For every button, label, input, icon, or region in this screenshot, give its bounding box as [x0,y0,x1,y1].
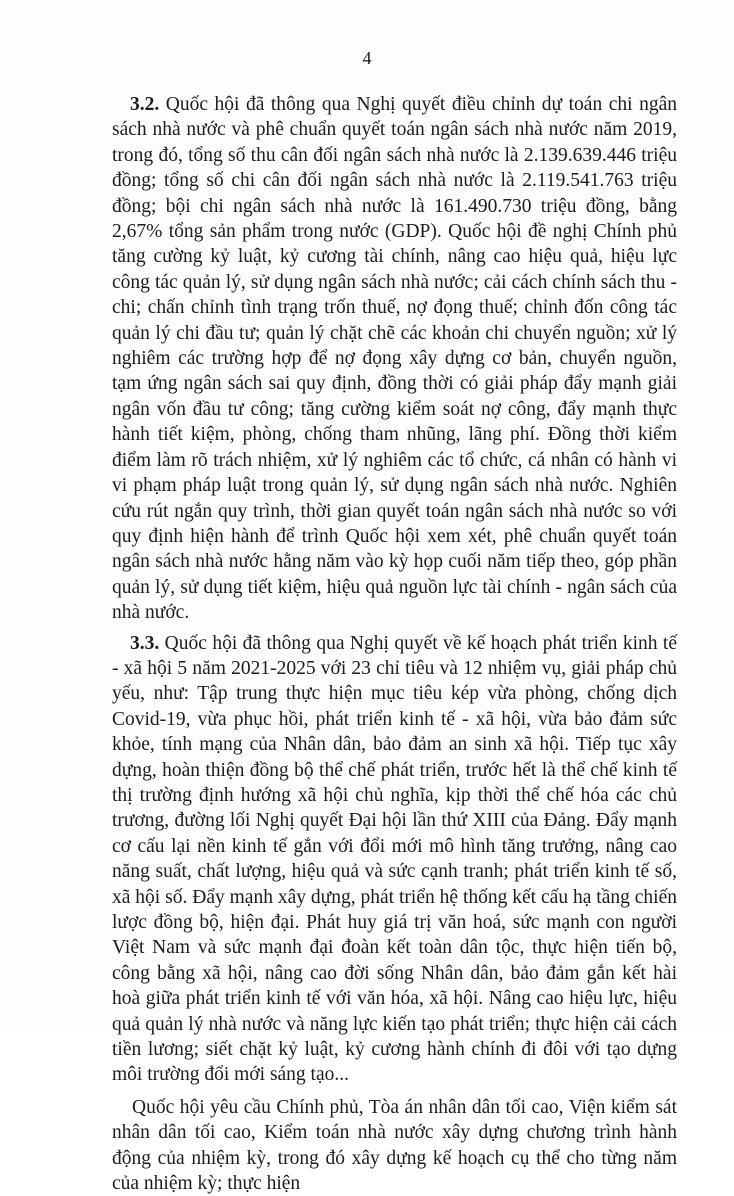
section-number: 3.3. [130,632,160,654]
page-number: 4 [362,48,372,68]
paragraph-text: Quốc hội đã thông qua Nghị quyết điều chỉnh dự toán chi ngân sách nhà nước và phê chuẩn quyết toán ngân sách nhà nước năm 2019, trong đó, tổng số thu cân đối ngân sách nhà nước là 2.139.639.446 triệu đồng; tổng số chi cân đối ngân sách nhà nước là 2.119.541.763 triệu đồng; bội chi ngân sách nhà nước là 161.490.730 triệu đồng, bằng 2,67% tổng sản phẩm trong nước (GDP). Quốc hội đề nghị Chính phủ tăng cường kỷ luật, kỷ cương tài chính, nâng cao hiệu quả, hiệu lực công tác quản lý, sử dụng ngân sách nhà nước; cải cách chính sách thu - chi; chấn chỉnh tình trạng trốn thuế, nợ đọng thuế; chỉnh đốn công tác quản lý chi đầu tư; quản lý chặt chẽ các khoản chi chuyển nguồn; xử lý nghiêm các trường hợp để nợ đọng xây dựng cơ bản, chuyển nguồn, tạm ứng ngân sách sai quy định, đồng thời có giải pháp đẩy mạnh giải ngân vốn đầu tư công; tăng cường kiểm soát nợ công, đẩy mạnh thực hành tiết kiệm, phòng, chống tham nhũng, lãng phí. Đồng thời kiểm điểm làm rõ trách nhiệm, xử lý nghiêm các tổ chức, cá nhân có hành vi vi phạm pháp luật trong quản lý, sử dụng ngân sách nhà nước. Nghiên cứu rút ngắn quy trình, thời gian quyết toán ngân sách nhà nước so với quy định hiện hành để trình Quốc hội xem xét, phê chuẩn quyết toán ngân sách nhà nước hằng năm vào kỳ họp cuối năm tiếp theo, góp phần quản lý, sử dụng tiết kiệm, hiệu quả nguồn lực tài chính - ngân sách của nhà nước. [112,94,677,624]
paragraph-requirement [112,1095,677,1196]
document-body [112,92,677,1196]
paragraph-3-2 [112,92,677,626]
paragraph-text: Quốc hội đã thông qua Nghị quyết về kế hoạch phát triển kinh tế - xã hội 5 năm 2021-2025 với 23 chỉ tiêu và 12 nhiệm vụ, giải pháp chủ yếu, như: Tập trung thực hiện mục tiêu kép vừa phòng, chống dịch Covid-19, vừa phục hồi, phát triển kinh tế - xã hội, vừa bảo đảm sức khỏe, tính mạng của Nhân dân, bảo đảm an sinh xã hội. Tiếp tục xây dựng, hoàn thiện đồng bộ thể chế phát triển, trước hết là thể chế kinh tế thị trường định hướng xã hội chủ nghĩa, kịp thời thể chế hóa các chủ trương, đường lối Nghị quyết Đại hội lần thứ XIII của Đảng. Đẩy mạnh cơ cấu lại nền kinh tế gắn với đổi mới mô hình tăng trưởng, nâng cao năng suất, chất lượng, hiệu quả và sức cạnh tranh; phát triển kinh tế số, xã hội số. Đẩy mạnh xây dựng, phát triển hệ thống kết cấu hạ tầng chiến lược đồng bộ, hiện đại. Phát huy giá trị văn hoá, sức mạnh con người Việt Nam và sức mạnh đại đoàn kết toàn dân tộc, thực hiện tiến bộ, công bằng xã hội, nâng cao đời sống Nhân dân, bảo đảm gắn kết hài hoà giữa phát triển kinh tế với văn hóa, xã hội. Nâng cao hiệu lực, hiệu quả quản lý nhà nước và năng lực kiến tạo phát triển; thực hiện cải cách tiền lương; siết chặt kỷ luật, kỷ cương hành chính đi đôi với tạo dựng môi trường đổi mới sáng tạo... [112,632,677,1086]
section-number: 3.2. [130,94,160,115]
paragraph-text: Quốc hội yêu cầu Chính phủ, Tòa án nhân dân tối cao, Viện kiểm sát nhân dân tối cao, Kiểm toán nhà nước xây dựng chương trình hành động của nhiệm kỳ, trong đó xây dựng kế hoạch cụ thể cho từng năm của nhiệm kỳ; thực hiện [112,1096,677,1195]
paragraph-3-3 [112,631,677,1088]
